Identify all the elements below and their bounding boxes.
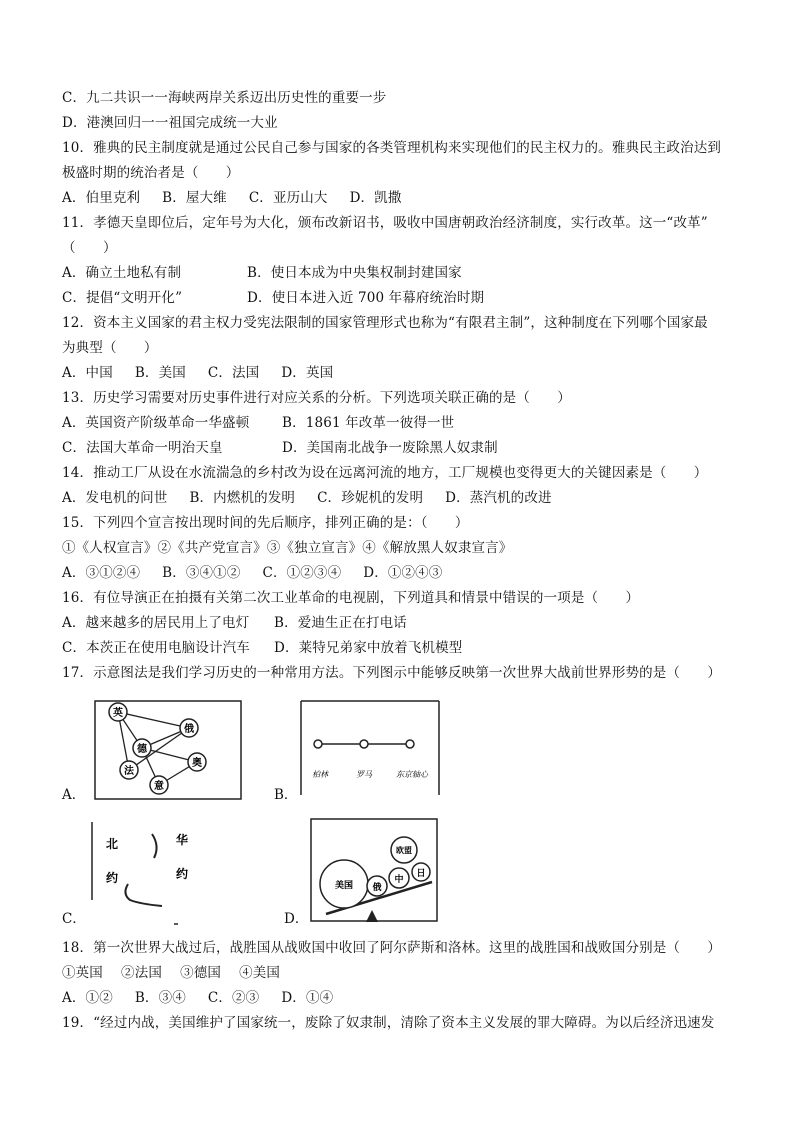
q14-option-b: B．内燃机的发明 [189, 490, 296, 506]
q17-figures-row2 [62, 808, 742, 936]
q11-options-cd [62, 286, 742, 311]
fig-a-node-6-label: 意 [154, 781, 164, 792]
q11-option-b: B．使日本成为中央集权制封建国家 [247, 265, 462, 281]
fig-b-label-2: 罗马 [356, 770, 372, 779]
q12-options [62, 361, 742, 386]
exam-page [62, 86, 742, 1036]
fig-a-node-2-label: 德 [137, 744, 147, 755]
q16-options-ab [62, 611, 742, 636]
q15-options [62, 561, 742, 586]
fig-b-node-1 [314, 740, 322, 748]
q18-option-a: A．①② [62, 990, 113, 1006]
q14-option-a: A．发电机的问世 [62, 490, 168, 506]
fig-c-label-3: 华 [176, 833, 189, 847]
q17-stem: 17．示意图法是我们学习历史的一种常用方法。下列图示中能够反映第一次世界大战前世界形势的是（ ） [62, 665, 722, 681]
q16-option-a: A．越来越多的居民用上了电灯 [62, 615, 250, 631]
q17-figures-row1 [62, 686, 742, 808]
fig-a-node-4-label: 奥 [192, 758, 202, 769]
fig-d-label-usa: 美国 [334, 881, 354, 891]
q18-option-d: D．①④ [281, 990, 334, 1006]
q16-option-c: C．本茨正在使用电脑设计汽车 [62, 640, 250, 656]
fig-b-node-3 [406, 740, 414, 748]
q12-option-b: B．美国 [134, 365, 186, 381]
q13-options-cd [62, 436, 742, 461]
q13-options-ab [62, 411, 742, 436]
axis-powers-figure [300, 700, 440, 796]
q12-option-c: C．法国 [207, 365, 260, 381]
q10-stem-line2: 极盛时期的统治者是（ ） [62, 165, 240, 181]
q12-option-d: D．英国 [281, 365, 334, 381]
fig-a-node-4 [188, 753, 206, 771]
fig-a-node-6 [150, 776, 168, 794]
fulcrum-icon [366, 910, 378, 922]
fig-d-label-eu: 欧盟 [396, 846, 412, 855]
cold-war-blocs-figure [90, 820, 202, 926]
q17-label-b: B． [274, 787, 298, 803]
fig-b-node-2 [360, 740, 368, 748]
q17-label-d: D． [284, 911, 309, 927]
q16-option-b: B．爱迪生正在打电话 [274, 615, 407, 631]
q11-options-ab [62, 261, 742, 286]
q15-option-d: D．①②④③ [363, 565, 443, 581]
q14-stem: 14．推动工厂从设在水流湍急的乡村改为设在远离河流的地方，工厂规模也变得更大的关键因素是（ ） [62, 465, 708, 481]
fig-d-label-jp: 日 [416, 869, 426, 879]
q14-option-c: C．珍妮机的发明 [317, 490, 424, 506]
q10-options [62, 186, 742, 211]
q19-stem: 19．“经过内战，美国维护了国家统一，废除了奴隶制，清除了资本主义发展的罪大障碍。为以后经济迅速发 [62, 1015, 715, 1031]
fig-b-label-1: 柏林 [312, 770, 328, 779]
q13-option-b: B．1861 年改革一彼得一世 [282, 415, 455, 431]
q17-label-c: C． [62, 911, 86, 927]
q13-option-c: C．法国大革命一明治天皇 [62, 440, 223, 456]
fig-c-label-1: 北 [106, 837, 119, 851]
q12-option-a: A．中国 [62, 365, 113, 381]
q9-option-c: C．九二共识一一海峡两岸关系迈出历史性的重要一步 [62, 90, 387, 106]
q15-items: ①《人权宣言》②《共产党宣言》③《独立宣言》④《解放黑人奴隶宣言》 [62, 540, 513, 556]
q15-stem: 15．下列四个宣言按出现时间的先后顺序，排列正确的是：（ ） [62, 515, 469, 531]
multipolar-world-figure [310, 818, 438, 922]
q13-option-d: D．美国南北战争一废除黑人奴隶制 [282, 440, 498, 456]
q14-options [62, 486, 742, 511]
fig-a-node-2 [133, 739, 151, 757]
q15-option-b: B．③④①② [162, 565, 241, 581]
q12-stem-line2: 为典型（ ） [62, 340, 158, 356]
q18-options [62, 986, 742, 1011]
alliance-network-figure [94, 700, 242, 800]
q10-stem-line1: 10．雅典的民主制度就是通过公民自己参与国家的各类管理机构来实现他们的民主权力的。雅典民主政治达到 [62, 140, 722, 156]
fig-a-node-5 [120, 761, 138, 779]
q10-option-a: A．伯里克利 [62, 190, 141, 206]
fig-b-label-3: 东京轴心 [396, 770, 428, 779]
q13-stem: 13．历史学习需要对历史事件进行对应关系的分析。下列选项关联正确的是（ ） [62, 390, 571, 406]
q17-label-a: A． [62, 787, 86, 803]
q18-items: ①英国 ②法国 ③德国 ④美国 [62, 965, 281, 981]
q11-option-a: A．确立土地私有制 [62, 265, 182, 281]
q11-stem-line2: （ ） [62, 240, 117, 256]
q18-stem: 18．第一次世界大战过后，战胜国从战败国中收回了阿尔萨斯和洛林。这里的战胜国和战败国分别是（ ） [62, 940, 722, 956]
fig-d-label-cn: 中 [394, 875, 404, 885]
fig-c-label-2: 约 [106, 871, 119, 885]
q10-option-c: C．亚历山大 [248, 190, 328, 206]
q16-options-cd [62, 636, 742, 661]
q10-option-b: B．屋大维 [162, 190, 227, 206]
q18-option-b: B．③④ [134, 990, 186, 1006]
fig-a-node-3-label: 俄 [184, 724, 194, 735]
fig-a-node-3 [180, 719, 198, 737]
q11-option-d: D．使日本进入近 700 年幕府统治时期 [247, 290, 485, 306]
q15-option-c: C．①②③④ [262, 565, 342, 581]
q16-stem: 16．有位导演正在拍摄有关第二次工业革命的电视剧，下列道具和情景中错误的一项是（ ） [62, 590, 640, 606]
q12-stem-line1: 12．资本主义国家的君主权力受宪法限制的国家管理形式也称为“有限君主制”，这种制度在下列哪个国家最 [62, 315, 708, 331]
fig-c-label-4: 约 [176, 867, 189, 881]
fig-d-label-ru: 俄 [372, 883, 382, 893]
q14-option-d: D．蒸汽机的改进 [445, 490, 552, 506]
fig-a-node-1 [109, 703, 127, 721]
q16-option-d: D．莱特兄弟家中放着飞机模型 [274, 640, 463, 656]
q11-option-c: C．提倡“文明开化” [62, 290, 183, 306]
fig-a-node-5-label: 法 [124, 766, 134, 777]
q13-option-a: A．英国资产阶级革命一华盛顿 [62, 415, 250, 431]
q10-option-d: D．凯撒 [349, 190, 402, 206]
q9-option-d: D．港澳回归一一祖国完成统一大业 [62, 115, 278, 131]
q11-stem-line1: 11．孝德天皇即位后，定年号为大化，颁布改新诏书，吸收中国唐朝政治经济制度，实行改革。这一“改革” [62, 215, 708, 231]
q18-option-c: C．②③ [207, 990, 260, 1006]
fig-a-node-1-label: 英 [113, 708, 123, 719]
q15-option-a: A．③①②④ [62, 565, 141, 581]
